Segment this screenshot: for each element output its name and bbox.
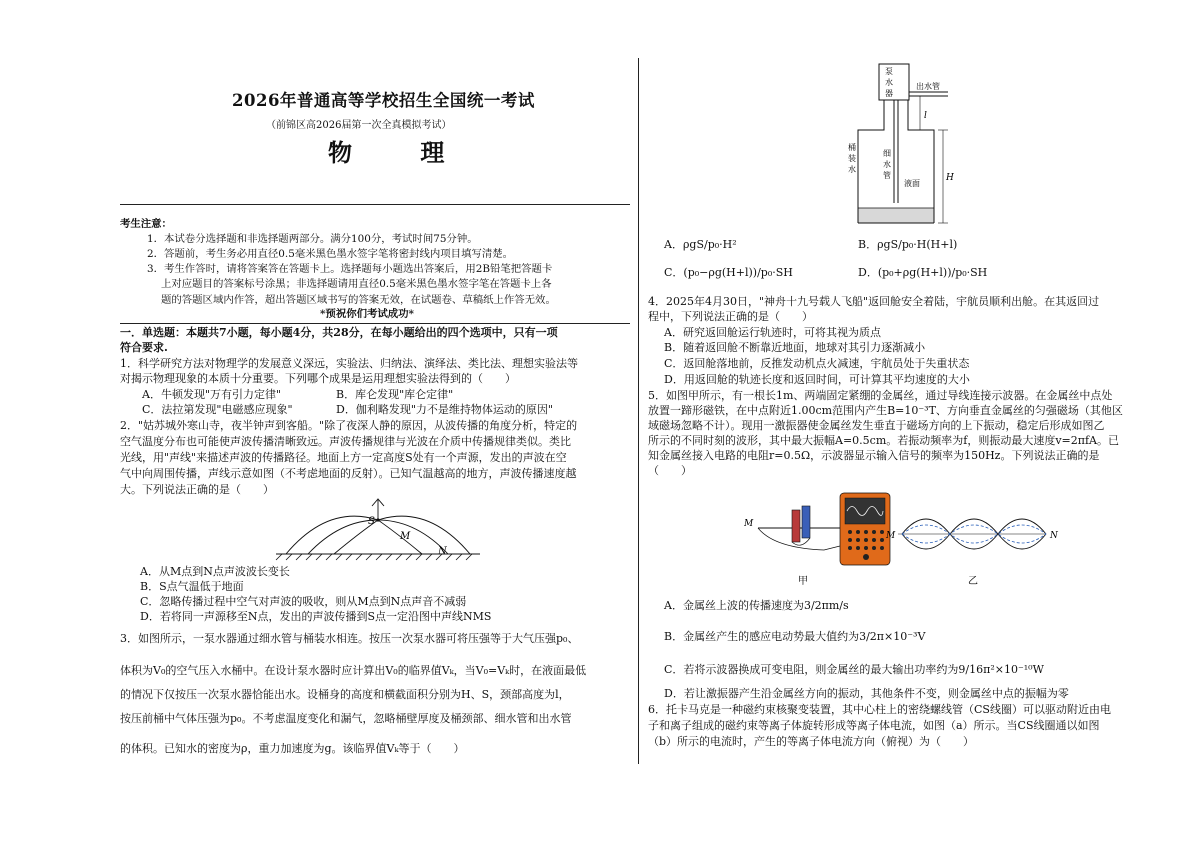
q5-option-d: D．若让激振器产生沿金属丝方向的振动，其他条件不变，则金属丝中点的振幅为零 <box>664 687 1069 700</box>
svg-text:水: 水 <box>883 160 891 169</box>
exam-subtitle: （前锦区高2026届第一次全真模拟考试） <box>266 120 452 131</box>
q2-stem: 大。下列说法正确的是（ ） <box>120 483 274 496</box>
q1-option-d: D．伽利略发现"力不是维持物体运动的原因" <box>336 403 553 416</box>
notice-item: 3．考生作答时，请将答案答在答题卡上。选择题每小题选出答案后，用2B铅笔把答题卡 <box>147 263 553 275</box>
q4-stem: 程中，下列说法正确的是（ ） <box>648 310 813 323</box>
q3-pump-figure <box>848 58 1018 228</box>
notice-item: 上对应题目的答案标号涂黑；非选择题请用直径0.5毫米黑色墨水签字笔在答题卡上各 <box>161 278 552 290</box>
svg-text:水: 水 <box>848 165 856 174</box>
section-heading-cont: 符合要求. <box>120 341 168 354</box>
q1-option-b: B．库仑发现"库仑定律" <box>336 388 454 401</box>
notice-item: 1．本试卷分选择题和非选择题两部分。满分100分，考试时间75分钟。 <box>147 233 478 245</box>
svg-text:管: 管 <box>883 171 891 180</box>
q1-option-c: C．法拉第发现"电磁感应现象" <box>142 403 293 416</box>
q5-figure-yi <box>884 500 1060 590</box>
q5-option-b: B．金属丝产生的感应电动势最大值约为3/2π×10⁻³V <box>664 630 926 643</box>
q3-label-l: l <box>924 111 927 121</box>
q5-stem: 放置一蹄形磁铁，在中点附近1.00cm范围内产生B=10⁻³T、方向垂直金属丝的匀强磁场（其他区 <box>648 404 1123 417</box>
q5-label-m-yi: M <box>886 531 896 541</box>
q2-label-m: M <box>400 531 411 542</box>
q3-option-b: B．ρgS/p₀·H(H+l) <box>858 238 958 251</box>
svg-text:器: 器 <box>885 89 893 98</box>
q2-option-b: B．S点气温低于地面 <box>140 580 244 593</box>
subject-title: 物 理 <box>328 138 475 167</box>
q5-option-c: C．若将示波器换成可变电阻，则金属丝的最大输出功率约为9/16π²×10⁻¹⁰W <box>664 663 1044 676</box>
svg-text:桶: 桶 <box>848 143 856 152</box>
q3-option-d: D．(p₀+ρg(H+l))/p₀·SH <box>858 266 988 279</box>
q2-sound-ray-figure <box>268 496 488 562</box>
q6-stem: 子和离子组成的磁约束等离子体旋转形成等离子体电流，如图（a）所示。当CS线圈通以如图 <box>648 719 1100 732</box>
q3-label-outlet: 出水管 <box>916 82 940 91</box>
svg-text:水: 水 <box>885 78 893 87</box>
q3-option-c: C．(p₀−ρg(H+l))/p₀·SH <box>664 266 793 279</box>
q5-stem: 5．如图甲所示，有一根长1m、两端固定紧绷的金属丝，通过导线连接示波器。在金属丝中点处 <box>648 389 1113 402</box>
q4-option-a: A．研究返回舱运行轨迹时，可将其视为质点 <box>664 326 881 339</box>
notice-item: 2．答题前，考生务必用直径0.5毫米黑色墨水签字笔将密封线内项目填写清楚。 <box>147 248 514 260</box>
exam-wish: *预祝你们考试成功* <box>320 308 414 320</box>
notice-heading: 考生注意： <box>120 218 172 230</box>
notice-item: 题的答题区域内作答，超出答题区域书写的答案无效，在试题卷、草稿纸上作答无效。 <box>161 294 556 306</box>
q5-option-a: A．金属丝上波的传播速度为3/2πm/s <box>664 599 849 612</box>
q2-stem: 光线，用"声线"来描述声波的传播路径。地面上方一定高度S处有一个声源，发出的声波在空 <box>120 451 567 464</box>
section-heading: 一．单选题：本题共7小题，每小题4分，共28分，在每小题给出的四个选项中，只有一项 <box>120 326 558 339</box>
q3-stem: 的体积。已知水的密度为ρ，重力加速度为g。该临界值Vₖ等于（ ） <box>120 742 465 755</box>
q4-option-b: B．随着返回舱不断靠近地面，地球对其引力逐渐减小 <box>664 341 926 354</box>
q5-stem: 域磁场忽略不计）。现用一激振器使金属丝发生垂直于磁场方向的上下振动，稳定后形成如图乙 <box>648 419 1105 432</box>
q5-figure-jia <box>744 488 894 588</box>
q5-label-yi: 乙 <box>968 576 978 587</box>
notice-rule <box>120 323 630 324</box>
q2-stem: 空气温度分布也可能使声波传播清晰致远。声波传播规律与光波在介质中传播规律类似。类比 <box>120 435 571 448</box>
q3-option-a: A．ρgS/p₀·H² <box>664 238 737 251</box>
q5-label-jia: 甲 <box>798 576 808 587</box>
q3-label-h: H <box>946 173 954 183</box>
q2-option-a: A．从M点到N点声波波长变长 <box>140 565 290 578</box>
exam-title: 2026年普通高等学校招生全国统一考试 <box>232 91 535 110</box>
q3-label-surface: 液面 <box>904 179 920 188</box>
q6-stem: （b）所示的电流时，产生的等离子体电流方向（俯视）为（ ） <box>648 735 975 748</box>
q2-label-s: S <box>368 516 375 527</box>
q3-stem: 的情况下仅按压一次泵水器恰能出水。设桶身的高度和横截面积分别为H、S，颈部高度为l， <box>120 688 570 701</box>
q2-option-c: C．忽略传播过程中空气对声波的吸收，则从M点到N点声音不减弱 <box>140 595 467 608</box>
q6-stem: 6．托卡马克是一种磁约束核聚变装置，其中心柱上的密绕螺线管（CS线圈）可以驱动附近由电 <box>648 703 1111 716</box>
svg-text:细: 细 <box>883 149 891 158</box>
q2-stem: 气中向周围传播，声线示意如图（不考虑地面的反射）。已知气温越高的地方，声波传播速度越 <box>120 467 577 480</box>
q1-stem: 1．科学研究方法对物理学的发展意义深远，实验法、归纳法、演绎法、类比法、理想实验法等 <box>120 357 578 370</box>
q2-option-d: D．若将同一声源移至N点，发出的声波传播到S点一定沿图中声线NMS <box>140 610 492 623</box>
q4-option-c: C．返回舱落地前，反推发动机点火减速，宇航员处于失重状态 <box>664 357 970 370</box>
q3-stem: 体积为V₀的空气压入水桶中。在设计泵水器时应计算出V₀的临界值Vₖ，当V₀=Vₖ时，在液面最低 <box>120 664 587 677</box>
q1-stem: 对揭示物理现象的本质十分重要。下列哪个成果是运用理想实验法得到的（ ） <box>120 372 516 385</box>
q2-stem: 2．"姑苏城外寒山寺，夜半钟声到客船。"除了夜深人静的原因，从波传播的角度分析，特定的 <box>120 419 578 432</box>
q3-stem: 按压前桶中气体压强为p₀。不考虑温度变化和漏气，忽略桶壁厚度及桶颈部、细水管和出水管 <box>120 712 572 725</box>
q5-label-n-yi: N <box>1050 531 1058 541</box>
q5-label-m-jia: M <box>744 519 754 529</box>
q5-stem: （ ） <box>648 464 692 477</box>
q4-option-d: D．用返回舱的轨迹长度和返回时间，可计算其平均速度的大小 <box>664 373 970 386</box>
q4-stem: 4．2025年4月30日，"神舟十九号载人飞船"返回舱安全着陆，宇航员顺利出舱。在其返回过 <box>648 295 1100 308</box>
q5-stem: 知金属丝接入电路的电阻r=0.5Ω，示波器显示输入信号的频率为150Hz。下列说法正确的是 <box>648 449 1100 462</box>
q3-label-pump: 泵 <box>885 67 893 76</box>
header-rule <box>120 204 630 205</box>
column-divider <box>638 58 639 764</box>
svg-text:装: 装 <box>848 154 856 163</box>
q2-label-n: N <box>438 546 447 557</box>
q1-option-a: A．牛顿发现"万有引力定律" <box>142 388 282 401</box>
q3-stem: 3．如图所示，一泵水器通过细水管与桶装水相连。按压一次泵水器可将压强等于大气压强p₀、 <box>120 632 579 645</box>
q5-stem: 所示的不同时刻的波形，其中最大振幅A=0.5cm。若振动频率为f，则振动最大速度v=2πfA。已 <box>648 434 1119 447</box>
